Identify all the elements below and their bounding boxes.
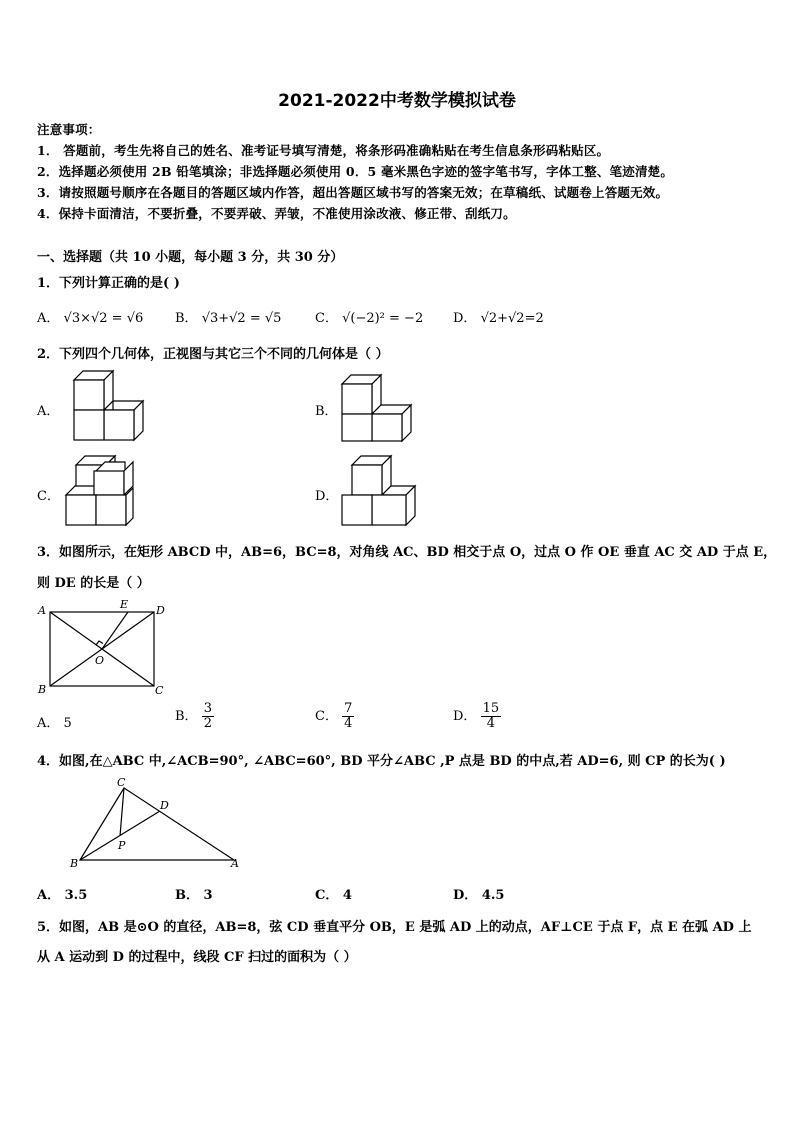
option-letter: B． xyxy=(175,311,198,326)
right-angle-mark xyxy=(96,641,103,645)
option-letter: C． xyxy=(315,709,338,724)
option-value: 4.5 xyxy=(481,888,505,903)
notice-item-3: 3．请按照题号顺序在各题目的答题区域内作答，超出答题区域书写的答案无效；在草稿纸、试题卷上答题无效。 xyxy=(37,185,669,200)
q5-stem-line1: 5．如图，AB 是⊙O 的直径，AB=8，弦 CD 垂直平分 OB，E 是弧 AD 上的动点，AF⊥CE 于点 F，点 E 在弧 AD 上 xyxy=(37,920,752,935)
cube-stack xyxy=(342,456,415,525)
option-expression: √3×√2 = √6 xyxy=(63,311,144,326)
q3-figure xyxy=(36,598,176,698)
q3-stem-line2: 则 DE 的长是（ ） xyxy=(37,576,150,591)
q2-figure-c xyxy=(64,455,144,531)
page-title: 2021-2022中考数学模拟试卷 xyxy=(278,91,516,111)
label-d: D xyxy=(156,604,165,617)
q2-figure-a xyxy=(64,370,144,446)
q4-figure xyxy=(66,776,246,868)
notice-heading: 注意事项： xyxy=(37,122,101,137)
q5-stem-line2: 从 A 运动到 D 的过程中，线段 CF 扫过的面积为（ ） xyxy=(37,950,357,965)
label-b: B xyxy=(38,683,47,696)
label-c: C xyxy=(117,776,126,789)
q1-option-c xyxy=(315,307,423,326)
q3-option-a xyxy=(37,712,72,731)
option-expression: √(−2)² = −2 xyxy=(342,311,424,326)
q3-option-d xyxy=(453,702,501,731)
label-a: A xyxy=(231,857,239,870)
option-letter: B． xyxy=(175,888,199,903)
q2-option-c-letter: C． xyxy=(37,489,60,504)
option-letter: C． xyxy=(315,888,339,903)
option-letter: D． xyxy=(453,709,477,724)
section-heading: 一、选择题（共 10 小题，每小题 3 分，共 30 分） xyxy=(37,250,344,265)
q1-option-d xyxy=(453,307,544,326)
label-o: O xyxy=(95,654,105,667)
q3-option-c xyxy=(315,702,354,731)
q1-option-b xyxy=(175,307,281,326)
label-b: B xyxy=(70,857,79,870)
denominator: 2 xyxy=(203,716,212,731)
q2-option-a-letter: A． xyxy=(37,404,60,419)
numerator: 7 xyxy=(344,701,353,716)
numerator: 15 xyxy=(482,701,500,716)
option-expression: √2+√2=2 xyxy=(480,311,544,326)
option-expression: √3+√2 = √5 xyxy=(201,311,282,326)
q2-figure-b xyxy=(340,374,420,446)
q4-stem: 4．如图,在△ABC 中,∠ACB=90°, ∠ABC=60°, BD 平分∠ABC ,P 点是 BD 的中点,若 AD=6, 则 CP 的长为( ) xyxy=(37,754,726,769)
notice-item-2: 2．选择题必须使用 2B 铅笔填涂；非选择题必须使用 0．5 毫米黑色字迹的签字笔书写，字体工整、笔迹清楚。 xyxy=(37,164,674,179)
q2-option-b-letter: B． xyxy=(315,404,338,419)
q2-option-d-letter: D． xyxy=(315,489,339,504)
option-letter: A． xyxy=(37,311,60,326)
fraction xyxy=(202,702,214,731)
label-a: A xyxy=(38,604,46,617)
triangle-abc xyxy=(80,788,234,860)
label-d: D xyxy=(160,799,169,812)
label-c: C xyxy=(155,684,164,697)
segment-oe xyxy=(102,612,128,649)
denominator: 4 xyxy=(486,716,495,731)
option-letter: C． xyxy=(315,311,338,326)
fraction xyxy=(481,702,502,731)
q3-stem-line1: 3．如图所示，在矩形 ABCD 中，AB=6，BC=8，对角线 AC、BD 相交于点 O，过点 O 作 OE 垂直 AC 交 AD 于点 E， xyxy=(37,545,777,560)
q4-option-c xyxy=(315,884,352,903)
fraction xyxy=(342,702,354,731)
option-value: 3 xyxy=(203,888,213,903)
q1-option-a xyxy=(37,307,143,326)
option-value: 3.5 xyxy=(64,888,88,903)
option-letter: A． xyxy=(37,888,61,903)
cube-stack xyxy=(74,371,143,440)
q2-stem: 2．下列四个几何体，正视图与其它三个不同的几何体是（ ） xyxy=(37,347,389,362)
segment-cp xyxy=(120,788,124,836)
notice-item-1: 1． 答题前，考生先将自己的姓名、准考证号填写清楚，将条形码准确粘贴在考生信息条形码粘贴区。 xyxy=(37,143,610,158)
q4-option-a xyxy=(37,884,87,903)
q1-stem: 1．下列计算正确的是( ) xyxy=(37,276,180,291)
q2-figure-d xyxy=(340,455,422,531)
cube-stack xyxy=(342,375,411,441)
option-value: 5 xyxy=(63,716,72,731)
label-p: P xyxy=(118,839,126,852)
option-value: 4 xyxy=(342,888,352,903)
option-letter: D． xyxy=(453,311,477,326)
denominator: 4 xyxy=(344,716,353,731)
option-letter: B． xyxy=(175,709,198,724)
q4-option-d xyxy=(453,884,504,903)
option-letter: D． xyxy=(453,888,478,903)
label-e: E xyxy=(120,598,129,611)
option-letter: A． xyxy=(37,716,60,731)
cube-stack xyxy=(66,456,133,525)
q4-option-b xyxy=(175,884,213,903)
q3-option-b xyxy=(175,702,214,731)
notice-item-4: 4．保持卡面清洁，不要折叠，不要弄破、弄皱，不准使用涂改液、修正带、刮纸刀。 xyxy=(37,206,516,221)
numerator: 3 xyxy=(203,701,212,716)
